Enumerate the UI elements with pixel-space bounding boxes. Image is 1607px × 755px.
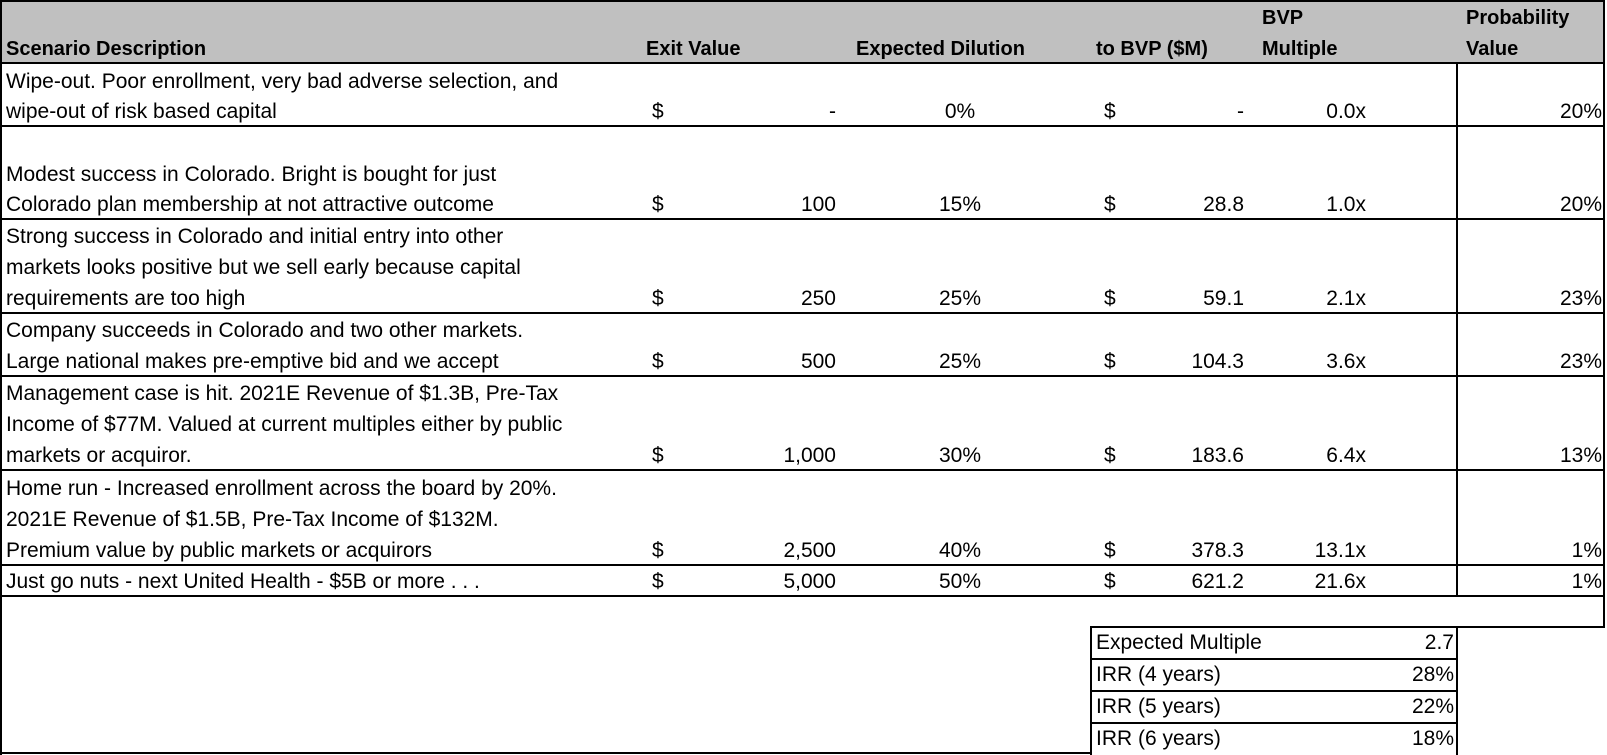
expected-dilution: 25%	[938, 287, 982, 310]
bvp-currency: $	[1104, 287, 1116, 310]
header-dilution: Expected Dilution	[856, 38, 1025, 60]
summary-label: IRR (6 years)	[1096, 727, 1221, 750]
table-bottom-border	[1456, 626, 1605, 628]
exit-currency: $	[652, 444, 664, 467]
to-bvp-value: 59.1	[1203, 287, 1244, 310]
expected-dilution: 50%	[938, 570, 982, 593]
expected-dilution: 15%	[938, 193, 982, 216]
summary-label: IRR (5 years)	[1096, 695, 1221, 718]
probability-value: 20%	[1559, 193, 1602, 216]
bvp-currency: $	[1104, 100, 1116, 123]
summary-label: IRR (4 years)	[1096, 663, 1221, 686]
bvp-multiple: 1.0x	[1326, 193, 1366, 216]
probability-value: 1%	[1571, 539, 1602, 562]
scenario-description-line: requirements are too high	[6, 287, 246, 310]
exit-currency: $	[652, 350, 664, 373]
probability-value: 23%	[1559, 287, 1602, 310]
probability-value: 20%	[1559, 100, 1602, 123]
exit-value: 500	[800, 350, 836, 373]
scenario-description-line: Income of $77M. Valued at current multiples either by public	[6, 413, 563, 436]
exit-value: -	[829, 100, 836, 123]
table-header	[0, 0, 1605, 63]
summary-value: 18%	[1411, 727, 1454, 750]
summary-label: Expected Multiple	[1096, 631, 1262, 654]
scenario-description-line: Home run - Increased enrollment across the board by 20%.	[6, 477, 557, 500]
expected-dilution: 40%	[938, 539, 982, 562]
right-border	[1603, 0, 1605, 628]
to-bvp-value: -	[1237, 100, 1244, 123]
summary-row-irr-4	[1090, 659, 1458, 690]
probability-value: 13%	[1559, 444, 1602, 467]
summary-row-irr-6	[1090, 723, 1458, 754]
header-to-bvp: to BVP ($M)	[1096, 38, 1208, 60]
bvp-multiple: 3.6x	[1326, 350, 1366, 373]
to-bvp-value: 378.3	[1191, 539, 1244, 562]
page-bottom-border	[0, 752, 1090, 754]
header-scenario: Scenario Description	[6, 38, 207, 60]
bvp-multiple: 2.1x	[1326, 287, 1366, 310]
left-border	[0, 0, 2, 755]
exit-value: 2,500	[783, 539, 836, 562]
bvp-multiple: 21.6x	[1314, 570, 1366, 593]
scenario-description-line: Wipe-out. Poor enrollment, very bad adverse selection, and	[6, 70, 559, 93]
scenario-description-line: Management case is hit. 2021E Revenue of $1.3B, Pre-Tax	[6, 382, 559, 405]
bvp-multiple: 6.4x	[1326, 444, 1366, 467]
probability-value: 1%	[1571, 570, 1602, 593]
summary-box	[1090, 626, 1458, 755]
header-exit-value: Exit Value	[646, 38, 741, 60]
bvp-currency: $	[1104, 539, 1116, 562]
exit-value: 5,000	[783, 570, 836, 593]
scenario-description-line: Large national makes pre-emptive bid and we accept	[6, 350, 499, 373]
row-divider	[0, 62, 1605, 64]
probability-column-divider	[1456, 63, 1458, 597]
bvp-currency: $	[1104, 444, 1116, 467]
exit-currency: $	[652, 287, 664, 310]
summary-value: 28%	[1411, 663, 1454, 686]
summary-row-expected-multiple	[1090, 627, 1458, 658]
exit-currency: $	[652, 100, 664, 123]
exit-currency: $	[652, 570, 664, 593]
summary-value: 2.7	[1424, 631, 1454, 654]
scenario-description-line: Company succeeds in Colorado and two other markets.	[6, 319, 524, 342]
to-bvp-value: 28.8	[1203, 193, 1244, 216]
to-bvp-value: 183.6	[1191, 444, 1244, 467]
scenario-description-line: wipe-out of risk based capital	[6, 100, 277, 123]
expected-dilution: 25%	[938, 350, 982, 373]
header-probability-top: Probability	[1466, 7, 1570, 29]
header-multiple-top: BVP	[1262, 7, 1304, 29]
exit-currency: $	[652, 193, 664, 216]
scenario-description-line: Colorado plan membership at not attractive outcome	[6, 193, 494, 216]
scenario-description-line: markets looks positive but we sell early because capital	[6, 256, 521, 279]
bvp-multiple: 0.0x	[1326, 100, 1366, 123]
exit-value: 1,000	[783, 444, 836, 467]
to-bvp-value: 104.3	[1191, 350, 1244, 373]
summary-row-irr-5	[1090, 691, 1458, 722]
scenario-description-line: Modest success in Colorado. Bright is bought for just	[6, 163, 497, 186]
header-probability-bottom: Value	[1466, 38, 1519, 60]
expected-dilution: 0%	[944, 100, 976, 123]
scenario-description-line: Premium value by public markets or acquirors	[6, 539, 432, 562]
to-bvp-value: 621.2	[1191, 570, 1244, 593]
header-multiple-bottom: Multiple	[1262, 38, 1338, 60]
summary-value: 22%	[1411, 695, 1454, 718]
scenario-description-line: 2021E Revenue of $1.5B, Pre-Tax Income of $132M.	[6, 508, 499, 531]
scenario-description-line: Strong success in Colorado and initial entry into other	[6, 225, 504, 248]
exit-value: 100	[800, 193, 836, 216]
scenario-description-line: Just go nuts - next United Health - $5B or more . . .	[6, 570, 480, 593]
expected-dilution: 30%	[938, 444, 982, 467]
probability-value: 23%	[1559, 350, 1602, 373]
bvp-currency: $	[1104, 350, 1116, 373]
scenario-description-line: markets or acquiror.	[6, 444, 192, 467]
bvp-currency: $	[1104, 570, 1116, 593]
exit-currency: $	[652, 539, 664, 562]
exit-value: 250	[800, 287, 836, 310]
bvp-currency: $	[1104, 193, 1116, 216]
bvp-multiple: 13.1x	[1314, 539, 1366, 562]
